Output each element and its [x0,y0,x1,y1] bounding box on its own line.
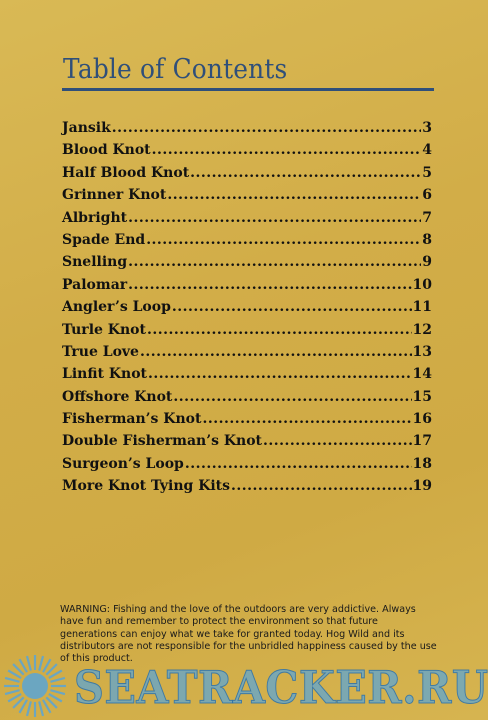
toc-entry-page-number: 13 [412,343,432,360]
toc-entry-label: Offshore Knot [62,388,173,405]
toc-entry [62,207,432,229]
toc-entry-label: Snelling [62,254,128,271]
toc-entry [62,274,432,296]
toc-entry [62,475,432,497]
toc-entry-page-number: 17 [412,433,432,450]
toc-entry-label: Surgeon’s Loop [62,455,184,472]
toc-entry-page-number: 18 [412,455,432,472]
toc-entry-page-number: 19 [412,478,432,495]
toc-entry [62,117,432,139]
watermark-text: SEATRACKER.RU [74,661,488,714]
toc-entry [62,229,432,251]
toc-entry-page-number: 6 [422,187,432,204]
toc-entry-label: Double Fisherman’s Knot [62,433,262,450]
toc-entry [62,430,432,452]
toc-entry [62,319,432,341]
toc-entry-page-number: 9 [422,254,432,271]
sun-ray [39,656,43,670]
toc-entry-label: Grinner Knot [62,187,167,204]
toc-entry-page-number: 14 [412,366,432,383]
toc-dot-leader [190,162,421,184]
toc-entry-label: Blood Knot [62,142,151,159]
warning-text: WARNING: Fishing and the love of the outdoors are very addictive. Always have fun and remember to protect the environment so that future generations can enjoy what we take for granted today. Hog Wild and its distributors are not responsible for the unbridled happiness caused by the use of this product. [60,604,437,665]
toc-dot-leader [128,207,421,229]
toc-entry-page-number: 8 [422,231,432,248]
toc-entry [62,363,432,385]
toc-entry-page-number: 5 [422,164,432,181]
toc-entry [62,408,432,430]
toc-entry-label: Angler’s Loop [62,299,171,316]
toc-dot-leader [152,139,422,161]
toc-entry-page-number: 3 [422,120,432,136]
toc-entry-page-number: 10 [412,276,432,293]
toc-entry-page-number: 4 [422,142,432,159]
toc-entry-label: Half Blood Knot [62,164,190,181]
toc-list [62,117,432,498]
toc-dot-leader [140,341,412,363]
toc-entry-label: Fisherman’s Knot [62,411,202,428]
toc-dot-leader [172,296,412,318]
toc-dot-leader [263,430,412,452]
toc-entry-page-number: 16 [412,411,432,428]
toc-entry-label: Spade End [62,231,146,248]
toc-dot-leader [148,363,412,385]
toc-entry-label: Linfit Knot [62,366,148,383]
toc-entry [62,184,432,206]
sun-ray [5,678,19,682]
toc-entry [62,296,432,318]
toc-entry-label: True Love [62,343,139,360]
toc-entry-label: More Knot Tying Kits [62,478,231,495]
sun-ray [27,656,31,670]
toc-dot-leader [173,386,411,408]
toc-dot-leader [185,453,412,475]
toc-entry [62,453,432,475]
sun-icon [0,648,70,718]
toc-dot-leader [167,184,421,206]
toc-entry-label: Albright [62,209,128,226]
toc-entry-label: Turle Knot [62,321,146,338]
toc-dot-leader [128,251,421,273]
toc-entry-label: Jansik [62,120,111,136]
toc-dot-leader [231,475,411,497]
toc-entry-page-number: 11 [412,299,432,316]
toc-dot-leader [147,319,412,341]
toc-dot-leader [146,229,421,251]
toc-entry [62,386,432,408]
title-underline [62,88,434,91]
toc-dot-leader [128,274,411,296]
page-title: Table of Contents [63,54,288,85]
toc-entry [62,162,432,184]
toc-entry [62,139,432,161]
toc-entry-page-number: 15 [412,388,432,405]
toc-entry [62,341,432,363]
toc-dot-leader [112,117,421,139]
toc-entry-label: Palomar [62,276,128,293]
toc-entry-page-number: 7 [422,209,432,226]
toc-dot-leader [202,408,411,430]
sun-ray [50,678,64,682]
toc-entry [62,251,432,273]
toc-entry-page-number: 12 [412,321,432,338]
